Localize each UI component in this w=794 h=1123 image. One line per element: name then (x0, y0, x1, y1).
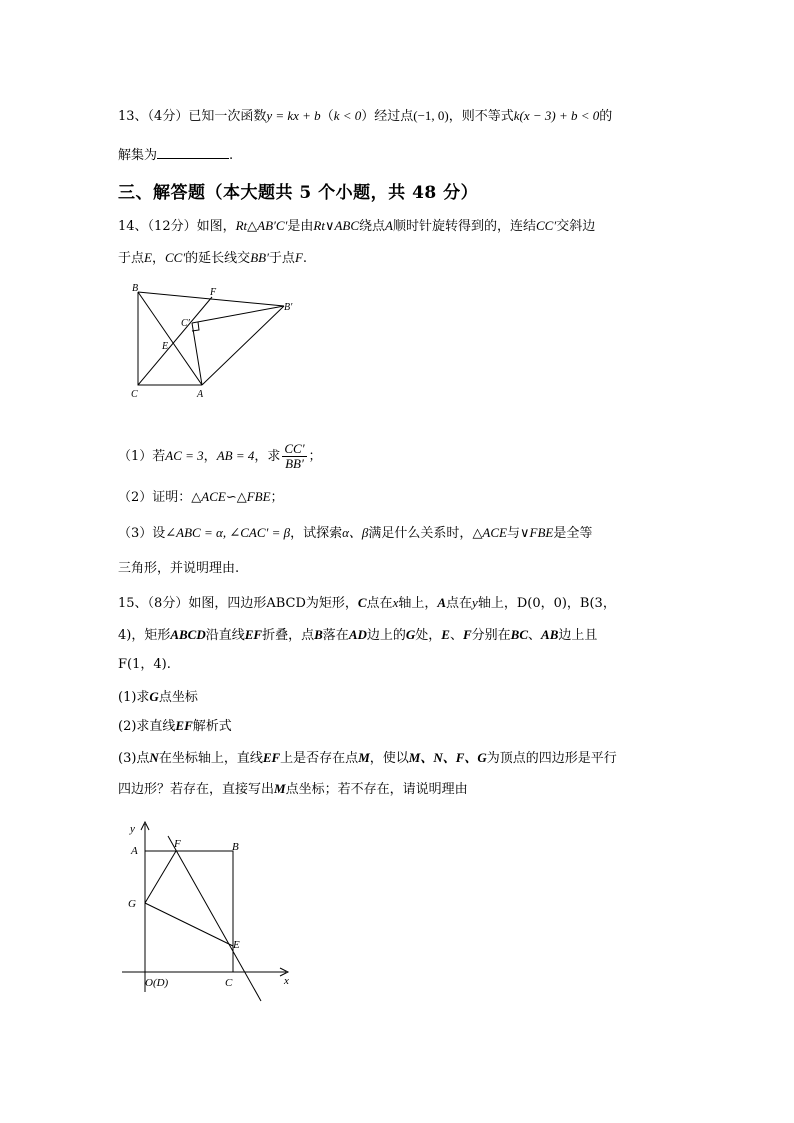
q14-line-c2a (192, 323, 202, 385)
q14-math: A (385, 218, 393, 233)
q14-part2 (118, 489, 284, 506)
q14-label-e: E (162, 341, 169, 352)
q15-rectangle (145, 851, 233, 972)
q13-line2 (118, 146, 233, 164)
q14-text: （1）若 (118, 449, 166, 464)
q15-math: N (149, 750, 159, 765)
q14-math: ∨FBE (520, 525, 554, 540)
q15-math: BC (510, 627, 529, 642)
q15-text: 、 (449, 628, 463, 643)
q14-line-ab2 (202, 306, 284, 385)
q14-math: AB = 4 (216, 448, 255, 463)
q13-inequality: k(x − 3) + b < 0 (513, 108, 600, 123)
answer-blank[interactable] (157, 146, 229, 159)
q15-math: EF (262, 750, 281, 765)
q15-math: ABCD (170, 627, 206, 642)
q14-label-c-prime: C′ (181, 318, 190, 329)
q15-text: 为顶点的四边形是平行 (486, 751, 617, 766)
q15-math: E (441, 627, 450, 642)
q14-text: 与 (507, 526, 521, 541)
fraction-numerator: CC′ (284, 441, 305, 456)
q15-math: y (472, 595, 478, 610)
q15-text: 处， (415, 628, 442, 643)
q15-text: 折叠，点 (262, 628, 315, 643)
q15-text: 分别在 (471, 628, 511, 643)
q15-line3: F(1，4). (118, 657, 171, 672)
q15-text: 点在 (366, 596, 393, 611)
q15-text: 点坐标 (158, 690, 198, 705)
q15-label-x: x (284, 975, 289, 987)
q15-math: B (314, 627, 323, 642)
q15-label-a: A (131, 845, 138, 857)
q15-label-y: y (130, 823, 135, 835)
q14-math: ∠ABC = α, ∠CAC′ = β (165, 525, 291, 540)
q15-label-f: F (174, 838, 181, 850)
q14-text: 是由 (287, 219, 314, 234)
q14-line1 (118, 218, 595, 235)
q14-text: . (302, 251, 308, 266)
q14-part3 (118, 525, 592, 542)
q15-math: A (437, 595, 447, 610)
q14-text: ， (203, 449, 217, 464)
q14-part3-line2: 三角形，并说明理由. (118, 561, 240, 576)
q15-math: G (405, 627, 416, 642)
q14-text: ， (151, 251, 165, 266)
q14-text: （2）证明： (118, 490, 192, 505)
q15-math: EF (175, 718, 193, 733)
q15-text: (3)点 (118, 751, 150, 766)
q14-math: α、β (342, 525, 369, 540)
q15-text: 四边形？若存在，直接写出 (118, 782, 275, 797)
q14-math: Rt∨ABC (313, 218, 360, 233)
q14-math: △ACE (472, 525, 507, 540)
q15-math: M (274, 781, 286, 796)
q14-text: 满足什么关系时， (368, 526, 473, 541)
q15-math: EF (244, 627, 263, 642)
q14-math: E (144, 250, 152, 265)
q15-math: x (392, 595, 399, 610)
q14-line-c2b2 (192, 306, 284, 323)
q13-condition: k < 0 (333, 108, 362, 123)
q15-text: 轴上，D(0，0)，B(3， (477, 596, 616, 611)
q14-label-a: A (197, 389, 204, 400)
q14-math: AC = 3 (165, 448, 204, 463)
q15-text: 落在 (322, 628, 349, 643)
q13-text: 的 (599, 109, 613, 124)
q13-text: ，则不等式 (448, 109, 514, 124)
q15-text: ，使以 (369, 751, 409, 766)
q13-text: ）经过点 (361, 109, 414, 124)
q15-label-g: G (128, 898, 136, 910)
q13-paren: （ (320, 109, 334, 124)
q14-part1 (118, 442, 322, 471)
q15-text: 轴上， (398, 596, 438, 611)
q15-line-gf (145, 851, 176, 903)
q15-math: M (358, 750, 370, 765)
q15-text: 解析式 (192, 719, 232, 734)
q15-text: 、 (528, 628, 542, 643)
q15-sub2 (118, 718, 232, 735)
q15-text: 15、（8分）如图，四边形ABCD为矩形， (118, 596, 358, 611)
q15-label-e: E (233, 939, 240, 951)
q15-text: (1)求 (118, 690, 150, 705)
q13-text: 解集为 (118, 148, 158, 163)
q14-label-b: B (132, 283, 139, 294)
q15-math: AD (348, 627, 367, 642)
q15-math: M、N、F、G (408, 750, 487, 765)
q15-text: 上是否存在点 (280, 751, 359, 766)
q14-math: △ACE∽△FBE (191, 489, 271, 504)
q14-line2 (118, 250, 307, 267)
q15-math: G (149, 689, 159, 704)
q14-text: 于点 (118, 251, 145, 266)
q15-text: 点坐标；若不存在，请说明理由 (285, 782, 468, 797)
q14-math: CC′ (164, 250, 186, 265)
q14-math: Rt△AB′C′ (235, 218, 288, 233)
q13-line1 (118, 108, 612, 125)
q13-point: (−1, 0) (413, 108, 449, 123)
q15-figure (118, 818, 298, 1004)
q14-text: 的延长线交 (185, 251, 251, 266)
q14-label-f: F (210, 287, 217, 298)
q14-line-cf (138, 297, 212, 385)
q15-sub1 (118, 689, 198, 706)
q13-text: . (229, 148, 234, 163)
q14-math: CC′ (536, 218, 557, 233)
q15-line1 (118, 595, 616, 612)
q14-text: 绕点 (359, 219, 386, 234)
q15-text: 边上且 (558, 628, 598, 643)
q14-math: F (294, 250, 303, 265)
q14-text: （3）设 (118, 526, 166, 541)
q14-text: 是全等 (553, 526, 593, 541)
q14-text: ，试探索 (290, 526, 343, 541)
q14-line-ba (138, 292, 202, 385)
q15-text: 4)，矩形 (118, 628, 171, 643)
section-title: 三、解答题（本大题共 5 个小题，共 48 分） (118, 183, 479, 203)
q14-figure (126, 282, 306, 402)
q14-fraction (282, 442, 306, 471)
q14-text: ； (270, 490, 284, 505)
q15-math: F (462, 627, 472, 642)
q14-text: 于点 (268, 251, 295, 266)
q15-text: 边上的 (366, 628, 406, 643)
q15-sub3 (118, 750, 617, 767)
q15-label-b: B (232, 841, 239, 853)
q13-text: 13、（4分）已知一次函数 (118, 109, 267, 124)
q15-text: 沿直线 (205, 628, 245, 643)
q15-line-ge (145, 903, 233, 946)
q15-line2 (118, 627, 597, 644)
q15-text: 在坐标轴上，直线 (158, 751, 263, 766)
q15-label-c: C (225, 977, 233, 989)
q14-label-c: C (131, 389, 138, 400)
q15-math: AB (541, 627, 559, 642)
q14-text: ，求 (254, 449, 281, 464)
q14-text: 14、（12分）如图， (118, 219, 236, 234)
q15-math: C (357, 595, 367, 610)
q13-function: y = kx + b (266, 108, 321, 123)
q14-text: 交斜边 (556, 219, 596, 234)
q14-label-b-prime: B′ (284, 302, 293, 313)
q15-sub3-line2 (118, 781, 468, 798)
q15-line-ef (168, 836, 261, 1001)
q14-math: BB′ (250, 250, 269, 265)
q14-text: 顺时针旋转得到的，连结 (393, 219, 537, 234)
q14-text: ； (308, 449, 322, 464)
q15-label-origin: O(D) (145, 977, 169, 989)
q15-text: 点在 (446, 596, 473, 611)
q15-text: (2)求直线 (118, 719, 176, 734)
fraction-denominator: BB′ (285, 456, 304, 471)
